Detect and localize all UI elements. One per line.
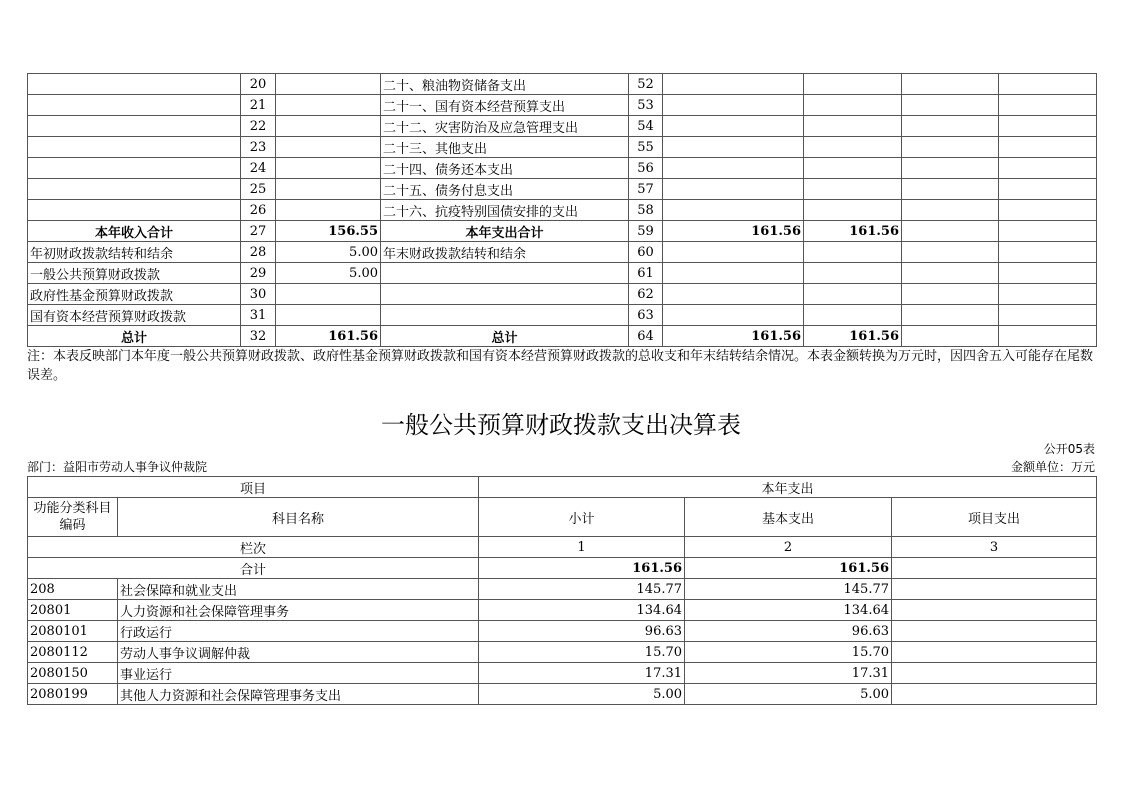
account-code: 20801 <box>28 600 118 621</box>
left-amount <box>276 284 381 305</box>
header-code: 功能分类科目编码 <box>28 498 118 537</box>
project-expense <box>892 579 1097 600</box>
header-name: 科目名称 <box>118 498 479 537</box>
right-amount-2 <box>804 158 902 179</box>
table-row <box>28 221 1097 242</box>
left-amount: 5.00 <box>276 263 381 284</box>
right-amount-3 <box>902 242 999 263</box>
table-row <box>28 263 1097 284</box>
left-amount: 156.55 <box>276 221 381 242</box>
left-line-no: 27 <box>241 221 276 242</box>
left-label <box>28 116 241 137</box>
left-line-no: 22 <box>241 116 276 137</box>
total-sub: 161.56 <box>479 558 685 579</box>
table-row <box>28 95 1097 116</box>
right-line-no: 58 <box>629 200 663 221</box>
basic-expense: 96.63 <box>685 621 892 642</box>
table-row <box>28 284 1097 305</box>
right-amount-1 <box>663 158 804 179</box>
table-row <box>28 663 1097 684</box>
right-line-no: 59 <box>629 221 663 242</box>
col-3: 3 <box>892 537 1097 558</box>
total-basic: 161.56 <box>685 558 892 579</box>
account-name: 行政运行 <box>118 621 479 642</box>
left-amount <box>276 116 381 137</box>
right-amount-4 <box>999 116 1097 137</box>
right-amount-2 <box>804 116 902 137</box>
right-label <box>381 263 629 284</box>
right-amount-2 <box>804 284 902 305</box>
subtotal: 5.00 <box>479 684 685 705</box>
column-index-row <box>28 537 1097 558</box>
right-amount-1 <box>663 200 804 221</box>
right-amount-2 <box>804 200 902 221</box>
expenditure-table-body <box>28 477 1097 705</box>
left-label: 本年收入合计 <box>28 221 241 242</box>
right-amount-4 <box>999 305 1097 326</box>
right-amount-4 <box>999 200 1097 221</box>
right-amount-2 <box>804 179 902 200</box>
total-label: 合计 <box>28 558 479 579</box>
right-amount-3 <box>902 305 999 326</box>
income-expense-table-body <box>28 74 1097 347</box>
right-amount-4 <box>999 326 1097 347</box>
right-amount-1 <box>663 305 804 326</box>
left-amount <box>276 158 381 179</box>
right-amount-4 <box>999 74 1097 95</box>
right-amount-3 <box>902 326 999 347</box>
right-amount-1 <box>663 263 804 284</box>
account-name: 劳动人事争议调解仲裁 <box>118 642 479 663</box>
left-label <box>28 137 241 158</box>
left-line-no: 29 <box>241 263 276 284</box>
right-amount-1 <box>663 242 804 263</box>
account-code: 208 <box>28 579 118 600</box>
left-label: 一般公共预算财政拨款 <box>28 263 241 284</box>
right-amount-2 <box>804 305 902 326</box>
income-expense-table <box>27 73 1097 347</box>
total-row <box>28 558 1097 579</box>
table-row <box>28 621 1097 642</box>
right-amount-1: 161.56 <box>663 221 804 242</box>
header-item: 项目 <box>28 477 479 498</box>
total-project <box>892 558 1097 579</box>
table-row <box>28 579 1097 600</box>
account-code: 2080199 <box>28 684 118 705</box>
right-amount-4 <box>999 95 1097 116</box>
col-2: 2 <box>685 537 892 558</box>
left-line-no: 26 <box>241 200 276 221</box>
right-line-no: 55 <box>629 137 663 158</box>
basic-expense: 17.31 <box>685 663 892 684</box>
left-amount <box>276 95 381 116</box>
table-row <box>28 200 1097 221</box>
left-line-no: 32 <box>241 326 276 347</box>
table-row <box>28 74 1097 95</box>
subtotal: 96.63 <box>479 621 685 642</box>
right-line-no: 61 <box>629 263 663 284</box>
table-code-label: 公开05表 <box>1043 442 1095 456</box>
right-amount-3 <box>902 263 999 284</box>
subtotal: 145.77 <box>479 579 685 600</box>
right-amount-3 <box>902 74 999 95</box>
account-name: 社会保障和就业支出 <box>118 579 479 600</box>
left-amount <box>276 305 381 326</box>
header-basic: 基本支出 <box>685 498 892 537</box>
unit-label: 金额单位：万元 <box>1010 460 1095 474</box>
basic-expense: 15.70 <box>685 642 892 663</box>
right-label: 二十三、其他支出 <box>381 137 629 158</box>
right-amount-2 <box>804 263 902 284</box>
left-amount <box>276 137 381 158</box>
right-amount-4 <box>999 137 1097 158</box>
right-amount-2 <box>804 74 902 95</box>
right-amount-2: 161.56 <box>804 326 902 347</box>
right-amount-1 <box>663 137 804 158</box>
subtotal: 15.70 <box>479 642 685 663</box>
right-amount-3 <box>902 179 999 200</box>
right-amount-4 <box>999 179 1097 200</box>
table-row <box>28 305 1097 326</box>
left-line-no: 30 <box>241 284 276 305</box>
left-line-no: 21 <box>241 95 276 116</box>
left-label <box>28 95 241 116</box>
right-amount-3 <box>902 284 999 305</box>
project-expense <box>892 600 1097 621</box>
right-label <box>381 305 629 326</box>
right-amount-1 <box>663 95 804 116</box>
account-code: 2080112 <box>28 642 118 663</box>
right-label: 总计 <box>381 326 629 347</box>
account-code: 2080150 <box>28 663 118 684</box>
col-label: 栏次 <box>28 537 479 558</box>
left-line-no: 28 <box>241 242 276 263</box>
table-row <box>28 158 1097 179</box>
right-amount-1 <box>663 179 804 200</box>
col-1: 1 <box>479 537 685 558</box>
right-label: 二十五、债务付息支出 <box>381 179 629 200</box>
right-amount-2: 161.56 <box>804 221 902 242</box>
header-project: 项目支出 <box>892 498 1097 537</box>
right-amount-3 <box>902 137 999 158</box>
right-amount-2 <box>804 95 902 116</box>
table-row <box>28 242 1097 263</box>
account-code: 2080101 <box>28 621 118 642</box>
right-line-no: 64 <box>629 326 663 347</box>
right-label: 二十二、灾害防治及应急管理支出 <box>381 116 629 137</box>
right-amount-3 <box>902 158 999 179</box>
right-line-no: 62 <box>629 284 663 305</box>
project-expense <box>892 684 1097 705</box>
header-row-2 <box>28 498 1097 537</box>
right-amount-1 <box>663 284 804 305</box>
expenditure-table <box>27 476 1097 705</box>
header-row-1 <box>28 477 1097 498</box>
right-label: 二十四、债务还本支出 <box>381 158 629 179</box>
left-label: 国有资本经营预算财政拨款 <box>28 305 241 326</box>
table-note: 注：本表反映部门本年度一般公共预算财政拨款、政府性基金预算财政拨款和国有资本经营预算财政拨款的总收支和年末结转结余情况。本表金额转换为万元时，因四舍五入可能存在尾数误差。 <box>27 349 1094 383</box>
project-expense <box>892 621 1097 642</box>
left-line-no: 31 <box>241 305 276 326</box>
right-line-no: 60 <box>629 242 663 263</box>
right-line-no: 52 <box>629 74 663 95</box>
right-line-no: 54 <box>629 116 663 137</box>
department-label: 部门：益阳市劳动人事争议仲裁院 <box>27 460 208 474</box>
right-amount-4 <box>999 263 1097 284</box>
right-amount-2 <box>804 137 902 158</box>
account-name: 事业运行 <box>118 663 479 684</box>
left-line-no: 25 <box>241 179 276 200</box>
left-label: 政府性基金预算财政拨款 <box>28 284 241 305</box>
right-label: 二十、粮油物资储备支出 <box>381 74 629 95</box>
right-amount-4 <box>999 221 1097 242</box>
left-label <box>28 74 241 95</box>
right-amount-4 <box>999 242 1097 263</box>
left-label: 年初财政拨款结转和结余 <box>28 242 241 263</box>
account-name: 其他人力资源和社会保障管理事务支出 <box>118 684 479 705</box>
subtotal: 17.31 <box>479 663 685 684</box>
right-label <box>381 284 629 305</box>
right-line-no: 63 <box>629 305 663 326</box>
page-title: 一般公共预算财政拨款支出决算表 <box>381 411 741 439</box>
right-amount-4 <box>999 158 1097 179</box>
right-amount-3 <box>902 116 999 137</box>
right-label: 二十六、抗疫特别国债安排的支出 <box>381 200 629 221</box>
left-amount: 161.56 <box>276 326 381 347</box>
right-amount-3 <box>902 221 999 242</box>
right-amount-4 <box>999 284 1097 305</box>
left-amount: 5.00 <box>276 242 381 263</box>
right-line-no: 56 <box>629 158 663 179</box>
right-label: 本年支出合计 <box>381 221 629 242</box>
table-row <box>28 600 1097 621</box>
subtotal: 134.64 <box>479 600 685 621</box>
table-row <box>28 326 1097 347</box>
left-label: 总计 <box>28 326 241 347</box>
left-amount <box>276 179 381 200</box>
table-row <box>28 179 1097 200</box>
basic-expense: 5.00 <box>685 684 892 705</box>
left-label <box>28 179 241 200</box>
left-amount <box>276 74 381 95</box>
left-line-no: 23 <box>241 137 276 158</box>
table-row <box>28 684 1097 705</box>
project-expense <box>892 663 1097 684</box>
right-line-no: 53 <box>629 95 663 116</box>
basic-expense: 145.77 <box>685 579 892 600</box>
right-amount-3 <box>902 95 999 116</box>
right-label: 二十一、国有资本经营预算支出 <box>381 95 629 116</box>
header-year: 本年支出 <box>479 477 1097 498</box>
left-line-no: 24 <box>241 158 276 179</box>
right-line-no: 57 <box>629 179 663 200</box>
left-line-no: 20 <box>241 74 276 95</box>
right-label: 年末财政拨款结转和结余 <box>381 242 629 263</box>
right-amount-1 <box>663 116 804 137</box>
table-row <box>28 137 1097 158</box>
right-amount-1: 161.56 <box>663 326 804 347</box>
left-label <box>28 158 241 179</box>
basic-expense: 134.64 <box>685 600 892 621</box>
right-amount-2 <box>804 242 902 263</box>
table-row <box>28 642 1097 663</box>
right-amount-3 <box>902 200 999 221</box>
table-row <box>28 116 1097 137</box>
right-amount-1 <box>663 74 804 95</box>
left-amount <box>276 200 381 221</box>
account-name: 人力资源和社会保障管理事务 <box>118 600 479 621</box>
project-expense <box>892 642 1097 663</box>
header-sub: 小计 <box>479 498 685 537</box>
left-label <box>28 200 241 221</box>
